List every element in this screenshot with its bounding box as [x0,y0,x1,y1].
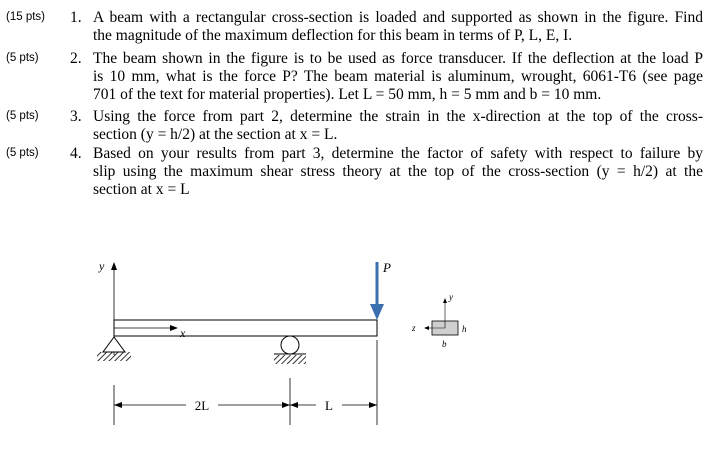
dimension-2l-label: 2L [194,398,210,413]
load-arrow [370,262,384,320]
cross-section-y-label: y [449,292,453,302]
question-2-line-3: 701 of the text for material properties). Let L = 50 mm, h = 5 mm and b = 10 mm. [93,86,602,103]
question-2-line-2: is 10 mm, what is the force P? The beam material is aluminum, wrought, 6061-T6 (see page [93,68,703,85]
question-3-line-2: section (y = h/2) at the section at x = L. [93,126,338,143]
cross-section-b-label: b [442,339,447,349]
roller-support [274,336,306,364]
question-3-points: (5 pts) [6,110,39,122]
question-4-points: (5 pts) [6,147,39,159]
question-3-number: 3. [70,108,82,125]
dimension-lines [114,340,377,425]
question-1-line-2: the magnitude of the maximum deflection for this beam in terms of P, L, E, I. [93,27,573,44]
question-1-points: (15 pts) [6,11,45,23]
cross-section [424,298,458,335]
question-4-number: 4. [70,145,82,162]
pin-support [97,337,131,361]
load-label: P [383,260,391,275]
question-4-line-1: Based on your results from part 3, determine the factor of safety with respect to failure by [93,145,703,162]
dimension-l-label: L [325,398,333,413]
question-2-number: 2. [70,50,82,67]
question-3-line-1: Using the force from part 2, determine the strain in the x-direction at the top of the cross- [93,108,703,125]
question-2-points: (5 pts) [6,52,39,64]
question-2-line-1: The beam shown in the figure is to be used as force transducer. If the deflection at the load P [93,50,703,67]
question-4-line-3: section at x = L [93,181,190,198]
question-1-number: 1. [70,9,82,26]
x-axis-label: x [180,326,186,340]
cross-section-h-label: h [462,324,467,334]
question-1-line-1: A beam with a rectangular cross-section is loaded and supported as shown in the figure. Find [93,9,703,26]
cross-section-z-label: z [412,323,416,333]
question-4-line-2: slip using the maximum shear stress theory at the top of the cross-section (y = h/2) at the [93,163,703,180]
y-axis-label: y [99,259,105,273]
